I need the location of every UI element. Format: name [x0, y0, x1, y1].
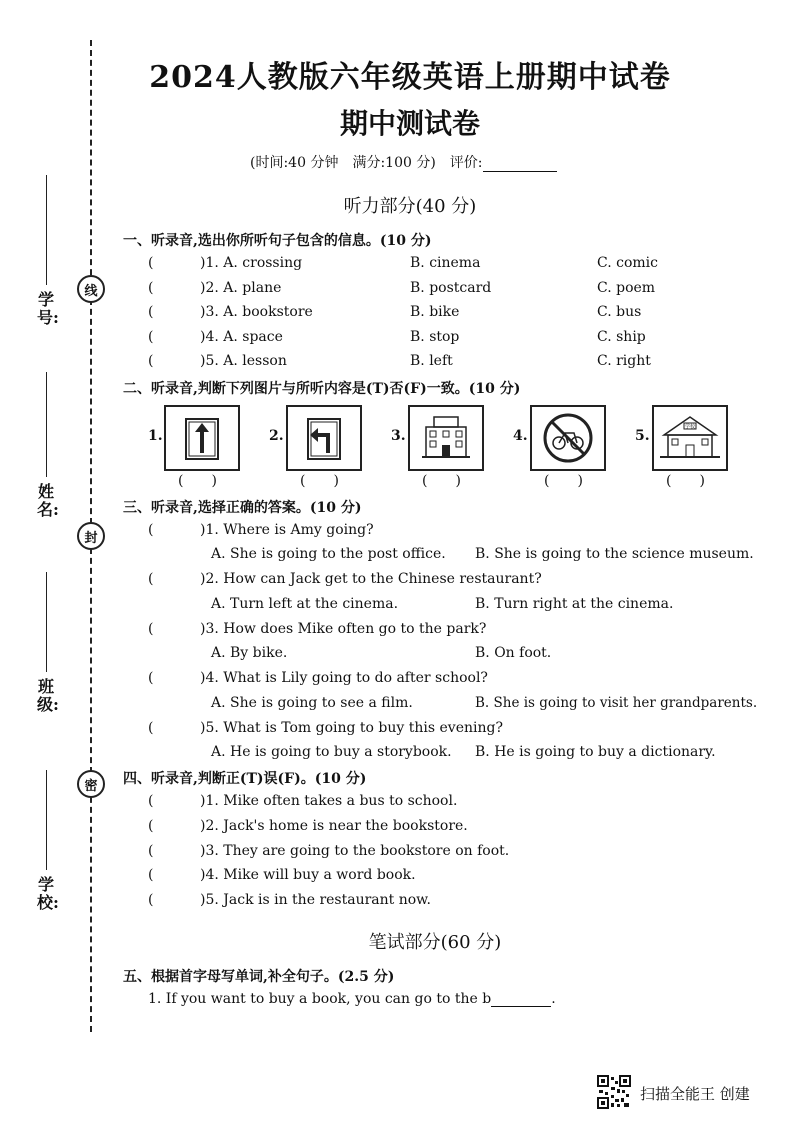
name-label: 姓名:: [37, 482, 59, 519]
seal-feng: 封: [77, 522, 105, 550]
student-number-field: [30, 175, 62, 327]
option-c: C. right: [597, 353, 651, 369]
answer-blank[interactable]: [491, 992, 551, 1007]
page-title: 2024人教版六年级英语上册期中试卷: [149, 60, 671, 95]
question-text: 1. If you want to buy a book, you can go to the b: [148, 991, 492, 1007]
option-b: B. cinema: [410, 255, 481, 271]
no-bicycle-sign-icon: [530, 405, 606, 471]
option-a: A. He is going to buy a storybook.: [211, 744, 452, 760]
question-text: )5. A. lesson: [200, 353, 287, 369]
option-b: B. stop: [410, 329, 460, 345]
option-a: A. Turn left at the cinema.: [211, 596, 399, 612]
option-c: C. poem: [597, 280, 656, 296]
picture-4-answer[interactable]: ( ): [544, 473, 583, 489]
name-field: [30, 372, 62, 519]
list-item: ( )5. Jack is in the restaurant now.: [148, 892, 431, 908]
class-field: [30, 572, 62, 714]
option-b: B. She is going to visit her grandparents.: [475, 695, 758, 711]
picture-2-number: 2.: [269, 428, 284, 444]
picture-5-number: 5.: [635, 428, 650, 444]
picture-5-answer[interactable]: ( ): [666, 473, 705, 489]
question-end: .: [551, 991, 556, 1007]
option-a: A. She is going to see a film.: [211, 695, 413, 711]
picture-1-number: 1.: [148, 428, 163, 444]
section-3-title: 三、听录音,选择正确的答案。(10 分): [123, 500, 362, 516]
question-text: )1. A. crossing: [200, 255, 303, 271]
class-label: 班级:: [37, 677, 59, 714]
seal-xian: 线: [77, 275, 105, 303]
watermark-text: 扫描全能王 创建: [640, 1085, 750, 1103]
student-number-label: 学号:: [37, 290, 59, 327]
picture-3-number: 3.: [391, 428, 406, 444]
section-2-title: 二、听录音,判断下列图片与所听内容是(T)否(F)一致。(10 分): [123, 381, 521, 397]
section-4-title: 四、听录音,判断正(T)误(F)。(10 分): [123, 771, 367, 787]
school-label: 学校:: [37, 875, 59, 912]
school-sign-text: 学校: [684, 424, 696, 430]
picture-4-number: 4.: [513, 428, 528, 444]
fill-in-question: [148, 991, 556, 1007]
picture-3-answer[interactable]: ( ): [422, 473, 461, 489]
question-text: )3. How does Mike often go to the park?: [200, 621, 487, 637]
exam-info: [250, 152, 557, 172]
question-text: )4. What is Lily going to do after school?: [200, 670, 488, 686]
building-icon: [408, 405, 484, 471]
list-item: ( )1. Mike often takes a bus to school.: [148, 793, 458, 809]
list-item: ( )4. Mike will buy a word book.: [148, 867, 416, 883]
rating-blank[interactable]: [483, 157, 557, 172]
section-1-title: 一、听录音,选出你所听句子包含的信息。(10 分): [123, 233, 432, 249]
option-b: B. bike: [410, 304, 460, 320]
straight-arrow-sign-icon: [164, 405, 240, 471]
school-building-icon: [652, 405, 728, 471]
question-text: )5. What is Tom going to buy this evening?: [200, 720, 503, 736]
option-c: C. ship: [597, 329, 646, 345]
qr-code-icon: [597, 1075, 631, 1109]
exam-info-text: (时间:40 分钟 满分:100 分) 评价:: [250, 155, 483, 171]
picture-2-answer[interactable]: ( ): [300, 473, 339, 489]
question-text: )1. Where is Amy going?: [200, 522, 374, 538]
option-b: B. postcard: [410, 280, 492, 296]
question-text: )3. A. bookstore: [200, 304, 313, 320]
option-c: C. comic: [597, 255, 658, 271]
picture-1-answer[interactable]: ( ): [178, 473, 217, 489]
list-item: ( )2. Jack's home is near the bookstore.: [148, 818, 468, 834]
school-field: [30, 770, 62, 912]
turn-left-sign-icon: [286, 405, 362, 471]
question-text: )4. A. space: [200, 329, 283, 345]
option-b: B. Turn right at the cinema.: [475, 596, 674, 612]
option-b: B. On foot.: [475, 645, 552, 661]
seal-mi: 密: [77, 770, 105, 798]
writing-heading: 笔试部分(60 分): [368, 932, 502, 953]
list-item: ( )3. They are going to the bookstore on foot.: [148, 843, 510, 859]
option-b: B. She is going to the science museum.: [475, 546, 754, 562]
option-a: A. She is going to the post office.: [211, 546, 446, 562]
option-b: B. He is going to buy a dictionary.: [475, 744, 716, 760]
section-5-title: 五、根据首字母写单词,补全句子。(2.5 分): [123, 969, 395, 985]
question-text: )2. A. plane: [200, 280, 282, 296]
option-b: B. left: [410, 353, 453, 369]
question-text: )2. How can Jack get to the Chinese restaurant?: [200, 571, 542, 587]
option-a: A. By bike.: [211, 645, 288, 661]
page-subtitle: 期中测试卷: [339, 107, 480, 140]
option-c: C. bus: [597, 304, 642, 320]
listening-heading: 听力部分(40 分): [343, 196, 477, 217]
